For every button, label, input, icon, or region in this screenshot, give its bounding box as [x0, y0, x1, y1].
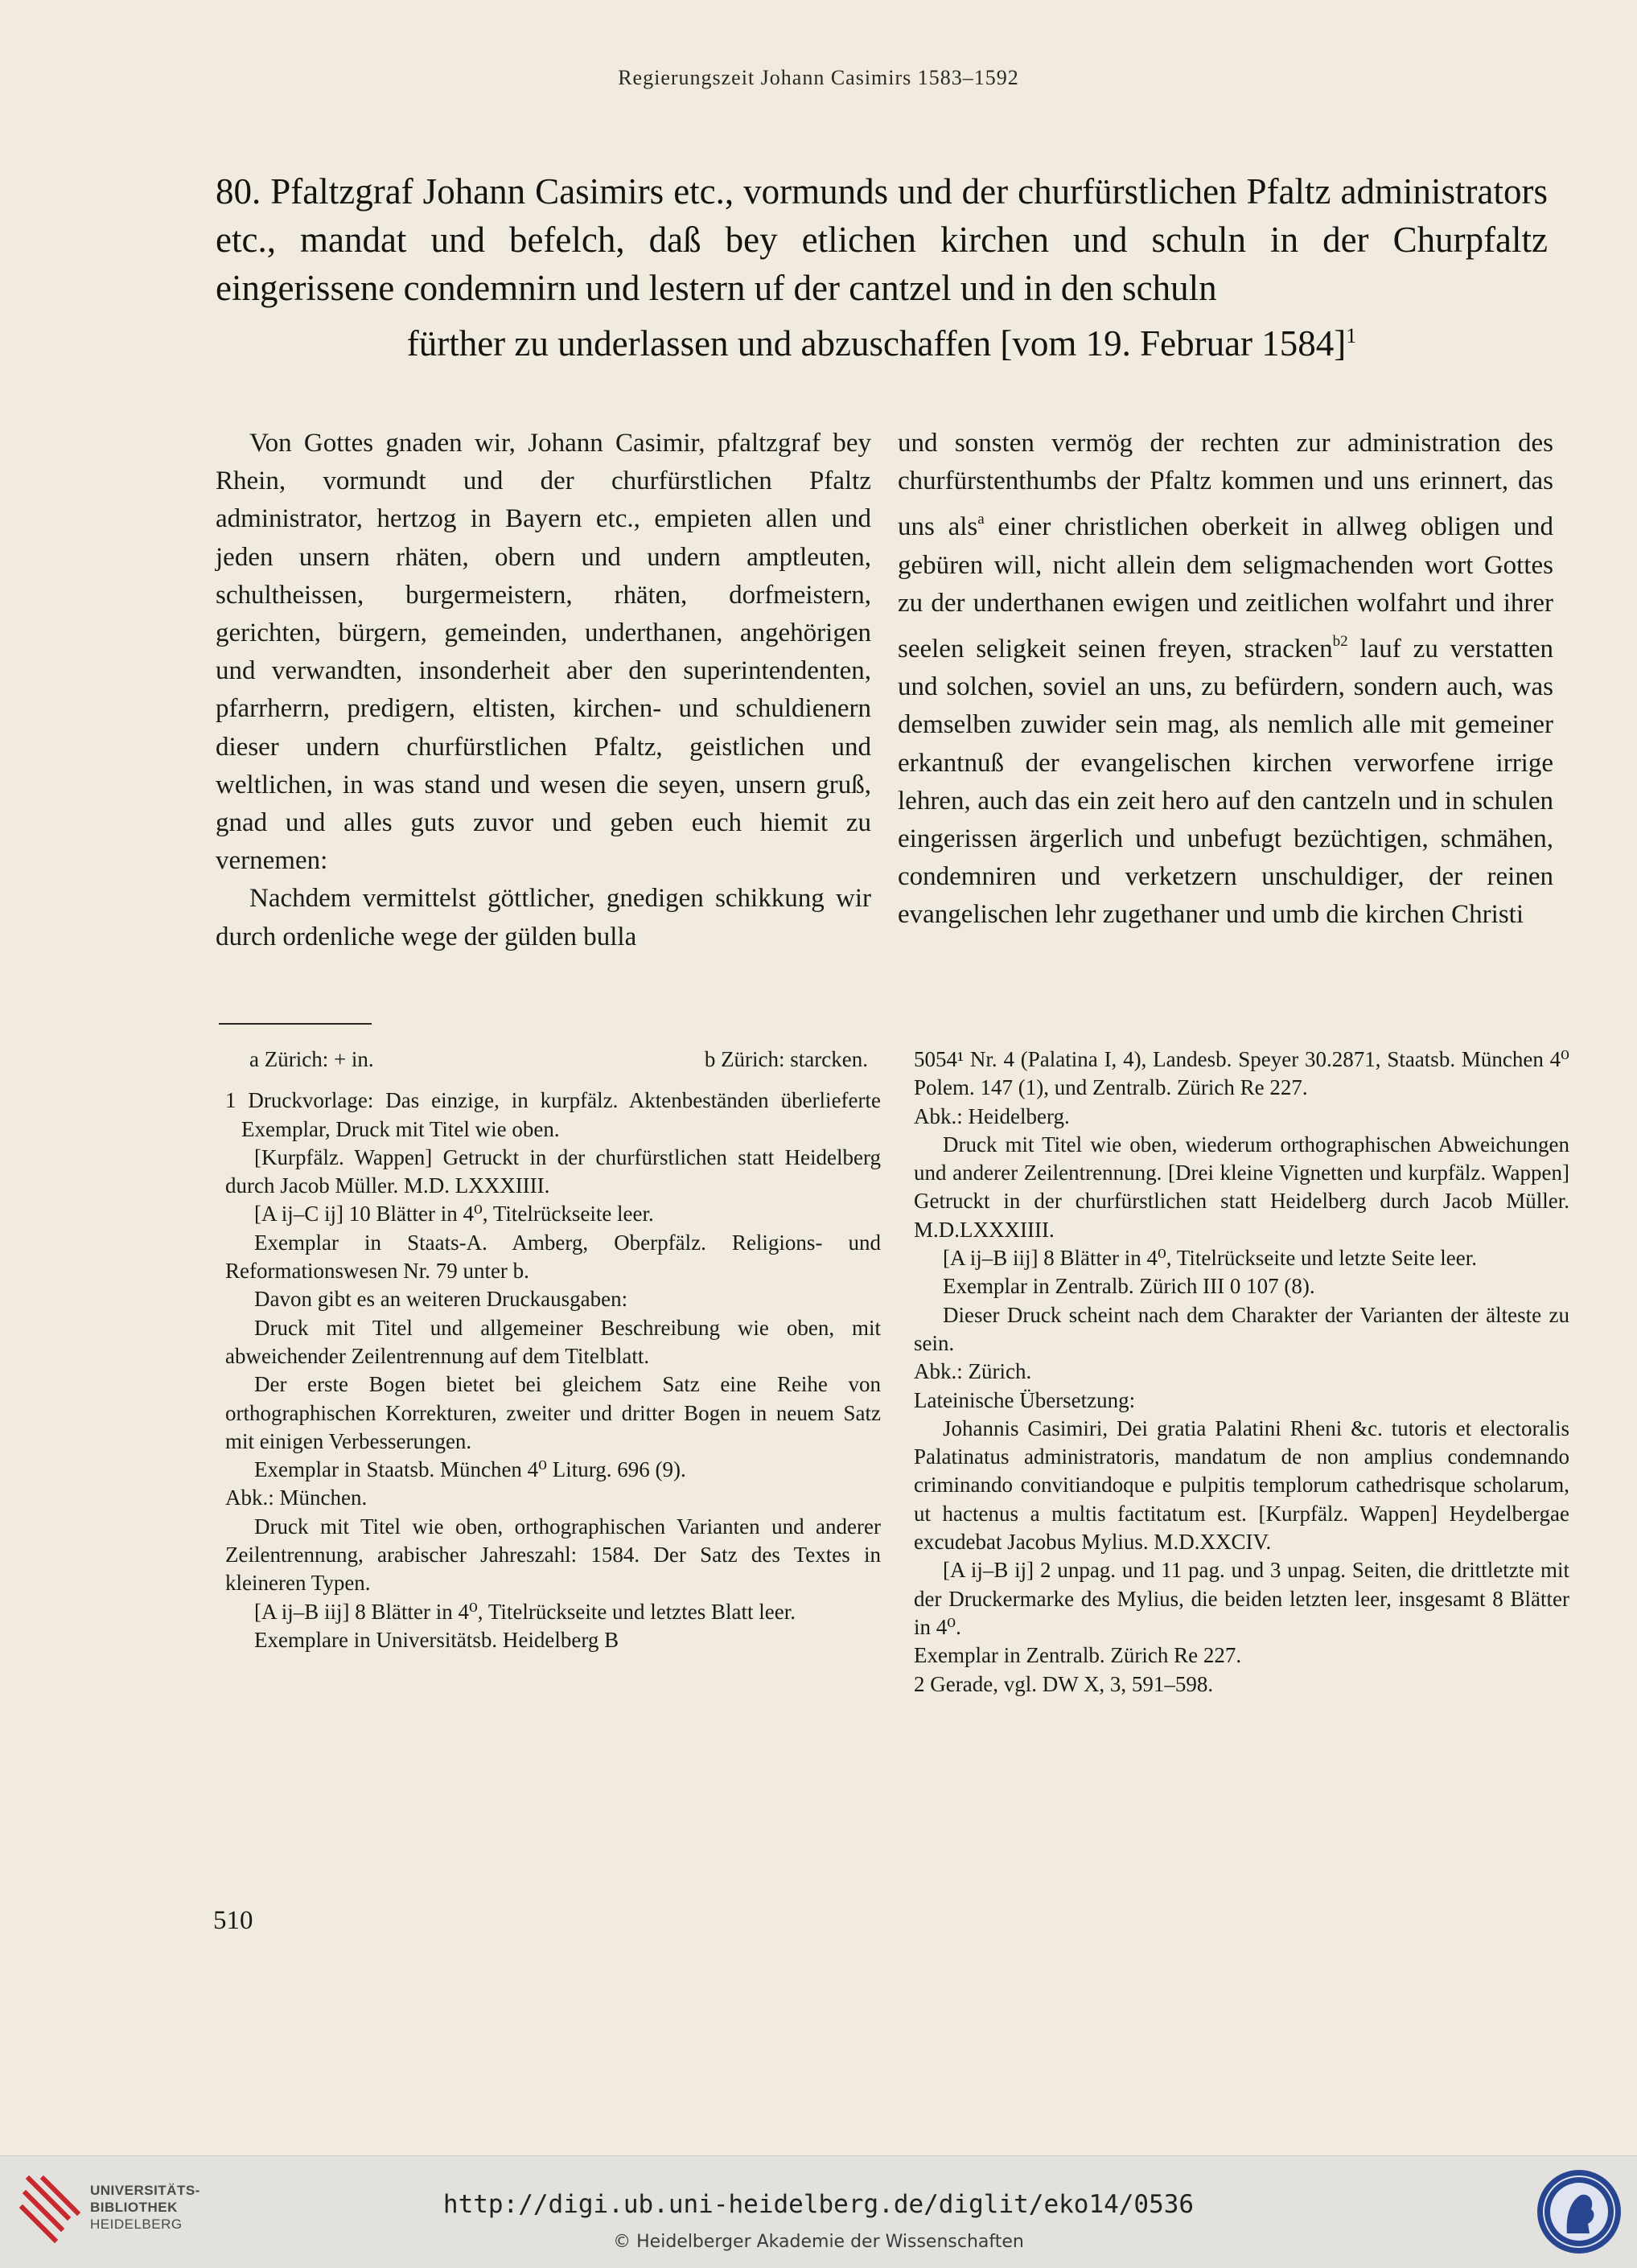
footnote: Abk.: München. — [225, 1485, 368, 1510]
viewer-footer — [0, 2155, 1637, 2268]
title-text: 80. Pfaltzgraf Johann Casimirs etc., vormunds und der churfürstlichen Pfaltz administrators etc., mandat und befelch, daß bey etlichen kirchen und schuln in der Churpfaltz eingerissene condemnirn und lestern uf der cantzel und in den schuln — [216, 171, 1548, 308]
footnote: Der erste Bogen bietet bei gleichem Satz eine Reihe von orthographischen Korrekturen, zweiter und dritter Bogen in neuem Satz mit einigen Verbesserungen. — [225, 1372, 881, 1453]
footnote: Druck mit Titel und allgemeiner Beschreibung wie oben, mit abweichender Zeilentrennung auf dem Titelblatt. — [225, 1315, 881, 1368]
footnote: [A ij–B iij] 8 Blätter in 4⁰, Titelrückseite und letztes Blatt leer. — [254, 1599, 796, 1624]
footnote: 5054¹ Nr. 4 (Palatina I, 4), Landesb. Speyer 30.2871, Staatsb. München 4⁰ Polem. 147 (1), und Zentralb. Zürich Re 227. — [914, 1047, 1569, 1100]
footnote: Dieser Druck scheint nach dem Charakter der Varianten der älteste zu sein. — [914, 1302, 1569, 1355]
page-number: 510 — [213, 1906, 253, 1935]
footnote: Exemplar in Staats-A. Amberg, Oberpfälz. Religions- und Reformationswesen Nr. 79 unter b. — [225, 1230, 881, 1284]
footnote: Druck mit Titel wie oben, wiederum orthographischen Abweichungen und anderer Zeilentrennung. [Drei kleine Vignetten und kurpfälz. Wappen] Getruckt in der churfürstlichen statt Heidelberg durch Jacob Müller. M.D.LXXXIIII. — [914, 1132, 1569, 1242]
variant-note-a: a Zürich: + in. — [249, 1047, 374, 1071]
footnote: Exemplare in Universitätsb. Heidelberg B — [254, 1627, 619, 1652]
library-name[interactable]: UNIVERSITÄTS- BIBLIOTHEK HEIDELBERG — [90, 2183, 200, 2232]
copyright-notice: © Heidelberger Akademie der Wissenschaften — [613, 2232, 1024, 2252]
body-paragraph: und sonsten vermög der rechten zur administration des churfürstenthumbs der Pfaltz kommen und uns erinnert, das uns als$^a$ einer christlichen oberkeit in allweg obligen und gebüren will, nicht allein dem seligmachenden wort Gottes zu der underthanen ewigen und zeitlichen wolfahrt und ihrer seelen seligkeit seinen freyen, stracken$^{b2}$ lauf zu verstatten und solchen, soviel an uns, zu befürdern, sondern auch, was demselben zuwider sein mag, als nemlich alle mit gemeiner erkantnuß der evangelischen kirchen verworfene irrige lehren, auch das ein zeit hero auf den cantzeln und in schulen eingerissen ärgerlich und unbefugt bezüchtigen, schmähen, condemniren und verketzern unschuldiger, der reinen evangelischen lehr zugethaner und umb die kirchen Christi — [898, 429, 1554, 930]
footnote: Davon gibt es an weiteren Druckausgaben: — [254, 1287, 628, 1312]
variant-mark: a — [977, 511, 985, 528]
footnote: Druck mit Titel wie oben, orthographischen Varianten und anderer Zeilentrennung, arabischer Jahreszahl: 1584. Der Satz des Textes in kleineren Typen. — [225, 1514, 881, 1596]
footnote: [Kurpfälz. Wappen] Getruckt in der churfürstlichen statt Heidelberg durch Jacob Müller. M.D. LXXXIIII. — [225, 1144, 881, 1198]
body-column-left — [216, 425, 871, 956]
footnote: Exemplar in Zentralb. Zürich III 0 107 (8). — [943, 1274, 1315, 1299]
footnote: Exemplar in Staatsb. München 4⁰ Liturg. 696 (9). — [254, 1457, 686, 1482]
document-title — [216, 167, 1548, 368]
title-footnote-mark: 1 — [1346, 324, 1357, 347]
variant-note-b: b Zürich: starcken. — [704, 1047, 868, 1071]
footnote: [A ij–B ij] 2 unpag. und 11 pag. und 3 unpag. Seiten, die drittletzte mit der Druckermarke des Mylius, die beiden letzten leer, insgesamt 8 Blätter in 4⁰. — [914, 1558, 1569, 1639]
footnote: Abk.: Heidelberg. — [914, 1103, 1070, 1128]
title-last-line: fürther zu underlassen und abzuschaffen [vom 19. Februar 1584]$^1$ — [406, 323, 1357, 364]
footnotes-left — [225, 1046, 881, 1654]
body-paragraph: Von Gottes gnaden wir, Johann Casimir, pfaltzgraf bey Rhein, vormundt und der churfürstlichen Pfaltz administrator, hertzog in Bayern etc., empieten allen und jeden unsern rhäten, obern und undern amptleuten, schultheissen, burgermeistern, rhäten, dorfmeistern, gerichten, bürgern, gemeinden, underthanen, angehörigen und verwandten, insonderheit aber den superintendenten, pfarrherrn, predigern, eltisten, kirchen- und schuldienern dieser undern churfürstlichen Pfaltz, geistlichen und weltlichen, in was stand und wesen die seyen, unsern gruß, gnad und alles guts zuvor und geben euch hiemit zu vernemen: — [216, 429, 871, 876]
footnote-rule — [219, 1023, 372, 1025]
footnote: Lateinische Übersetzung: — [914, 1387, 1136, 1412]
footnote: 2 Gerade, vgl. DW X, 3, 591–598. — [914, 1671, 1214, 1696]
body-paragraph: Nachdem vermittelst göttlicher, gnedigen schikkung wir durch ordenliche wege der gülden bulla — [216, 884, 871, 951]
footnote: [A ij–C ij] 10 Blätter in 4⁰, Titelrückseite leer. — [254, 1202, 654, 1226]
footnote: [A ij–B iij] 8 Blätter in 4⁰, Titelrückseite und letzte Seite leer. — [943, 1246, 1477, 1271]
footnote: Exemplar in Zentralb. Zürich Re 227. — [914, 1643, 1242, 1668]
university-seal-icon[interactable] — [1535, 2167, 1623, 2256]
footnotes-right — [914, 1046, 1569, 1699]
permalink-url[interactable]: http://digi.ub.uni-heidelberg.de/diglit/eko14/0536 — [442, 2190, 1195, 2219]
body-column-right — [898, 425, 1553, 935]
running-head: Regierungszeit Johann Casimirs 1583–1592 — [618, 66, 1019, 89]
variant-notes — [225, 1046, 881, 1074]
footnote: 1 Druckvorlage: Das einzige, in kurpfälz. Aktenbeständen überlieferte Exemplar, Druck mit Titel wie oben. — [225, 1088, 881, 1141]
footnote: Abk.: Zürich. — [914, 1359, 1032, 1384]
footnote: Johannis Casimiri, Dei gratia Palatini Rheni &c. tutoris et electoralis Palatinatus administratoris, mandatum de non amplius condemnando criminando convitiandoque e pulpitis templorum cathedrisque scholarum, ut hactenus a multis factitatum est. [Kurpfälz. Wappen] Heydelbergae excudebat Jacobus Mylius. M.D.XXCIV. — [914, 1415, 1569, 1555]
variant-mark: b2 — [1332, 633, 1348, 651]
